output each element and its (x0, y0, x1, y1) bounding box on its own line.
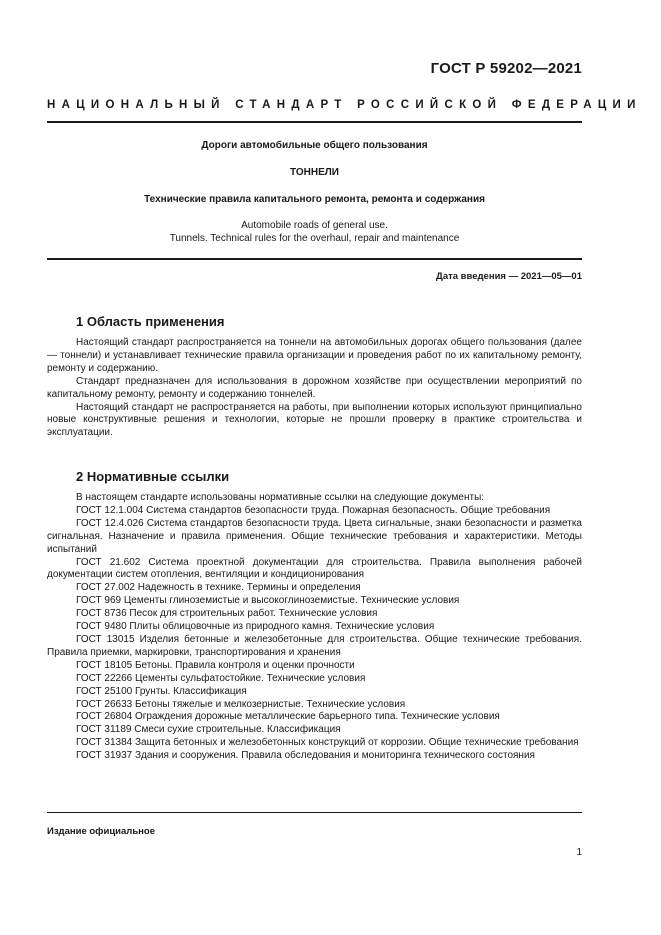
section-1-paragraph-3: Настоящий стандарт не распространяется на работы, при выполнении которых используют принципиально новые конструктивные решения и технологии, которые не прошли проверку в практике строительства и эксплуатации. (47, 401, 582, 439)
reference-item: ГОСТ 21.602 Система проектной документации для строительства. Правила выполнения рабочей документации систем отопления, вентиляции и кондиционирования (47, 556, 582, 581)
reference-item: ГОСТ 25100 Грунты. Классификация (76, 685, 247, 697)
reference-item: ГОСТ 12.4.026 Система стандартов безопасности труда. Цвета сигнальные, знаки безопасности и разметка сигнальная. Назначение и правила применения. Общие технические требования и характеристики. Методы испытаний (47, 517, 582, 555)
reference-item: ГОСТ 9480 Плиты облицовочные из природного камня. Технические условия (76, 621, 435, 633)
reference-item: ГОСТ 969 Цементы глиноземистые и высокоглиноземистые. Технические условия (76, 595, 460, 607)
reference-item: ГОСТ 27.002 Надежность в технике. Термины и определения (76, 582, 361, 594)
reference-item: ГОСТ 8736 Песок для строительных работ. Технические условия (76, 608, 378, 620)
reference-item: ГОСТ 18105 Бетоны. Правила контроля и оценки прочности (76, 659, 355, 671)
reference-item: ГОСТ 26633 Бетоны тяжелые и мелкозернистые. Технические условия (76, 698, 406, 710)
section-2-intro: В настоящем стандарте использованы нормативные ссылки на следующие документы: (76, 492, 485, 503)
reference-item: ГОСТ 12.1.004 Система стандартов безопасности труда. Пожарная безопасность. Общие требования (76, 504, 551, 516)
section-2-body (47, 492, 582, 763)
footer-divider (47, 812, 582, 813)
top-divider (47, 121, 582, 123)
reference-item: ГОСТ 31937 Здания и сооружения. Правила обследования и мониторинга технического состояния (76, 750, 535, 762)
page-number: 1 (576, 847, 582, 858)
introduction-date: Дата введения — 2021—05—01 (436, 271, 582, 282)
title-line-1: Дороги автомобильные общего пользования (201, 140, 428, 151)
section-1-paragraph-2: Стандарт предназначен для использования в дорожном хозяйстве при осуществлении мероприятий по капитальному ремонту, ремонту и содержанию тоннелей. (47, 375, 582, 400)
section-1-paragraph-1: Настоящий стандарт распространяется на тоннели на автомобильных дорогах общего пользования (далее — тоннели) и устанавливает технические правила организации и проведения работ по их капитальному ремонту, ремонту и содержанию. (47, 337, 582, 374)
section-1-body (47, 337, 582, 440)
reference-item: ГОСТ 26804 Ограждения дорожные металлические барьерного типа. Технические условия (76, 711, 500, 723)
section-2-heading: 2 Нормативные ссылки (76, 469, 230, 484)
document-number: ГОСТ Р 59202—2021 (430, 60, 582, 77)
title-en-line-1: Automobile roads of general use. (241, 220, 388, 231)
national-standard-banner: НАЦИОНАЛЬНЫЙ СТАНДАРТ РОССИЙСКОЙ ФЕДЕРАЦИИ (47, 99, 642, 111)
reference-item: ГОСТ 22266 Цементы сульфатостойкие. Технические условия (76, 672, 366, 684)
section-1-heading: 1 Область применения (76, 314, 225, 329)
title-line-2: ТОННЕЛИ (290, 167, 339, 178)
official-edition-label: Издание официальное (47, 826, 155, 837)
reference-item: ГОСТ 31384 Защита бетонных и железобетонных конструкций от коррозии. Общие технические требования (76, 737, 579, 749)
title-divider (47, 258, 582, 260)
reference-item: ГОСТ 13015 Изделия бетонные и железобетонные для строительства. Общие технические требования. Правила приемки, маркировки, транспортирования и хранения (47, 633, 582, 658)
title-en-line-2: Tunnels. Technical rules for the overhaul, repair and maintenance (169, 233, 460, 244)
title-line-3: Технические правила капитального ремонта, ремонта и содержания (144, 194, 485, 205)
reference-item: ГОСТ 31189 Смеси сухие строительные. Классификация (76, 724, 341, 736)
